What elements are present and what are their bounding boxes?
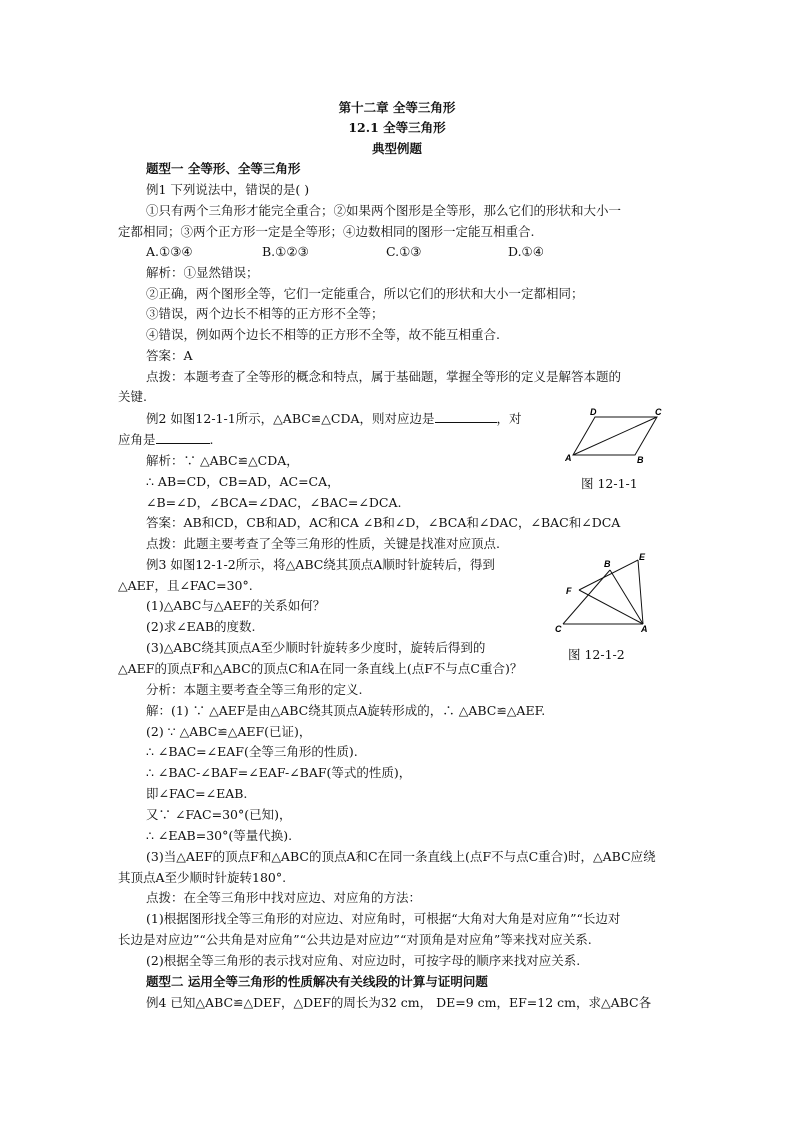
figure-12-1-2-caption: 图 12-1-2 <box>568 647 625 662</box>
figure-rotated-triangles <box>553 552 658 634</box>
ex3-analysis: 分析：本题主要考查全等三角形的定义. <box>146 682 363 697</box>
segment-fa <box>579 590 643 624</box>
vertex-b-label: B <box>604 559 611 569</box>
ex1-option-c: C.①③ <box>386 244 422 259</box>
ex3-solution-8-line2: 其顶点A至少顺时针旋转180°. <box>118 870 287 885</box>
ex3-solution-1: 解：(1) ∵ △AEF是由△ABC绕其顶点A旋转形成的，∴ △ABC≌△AEF. <box>146 703 546 718</box>
ex1-option-b: B.①②③ <box>262 244 309 259</box>
ex3-solution-5: 即∠FAC=∠EAB. <box>146 786 248 801</box>
ex3-tip-intro: 点拨：在全等三角形中找对应边、对应角的方法： <box>146 890 422 905</box>
vertex-b-label: B <box>637 455 644 465</box>
vertex-f-label: F <box>566 586 572 596</box>
diagonal-ac <box>573 417 657 455</box>
ex3-solution-3: ∴ ∠BAC=∠EAF(全等三角形的性质). <box>146 744 358 759</box>
vertex-e-label: E <box>639 552 646 562</box>
ex3-solution-2: (2) ∵ △ABC≌△AEF(已证)， <box>146 724 312 739</box>
type2-title: 题型二 运用全等三角形的性质解决有关线段的计算与证明问题 <box>146 974 488 989</box>
vertex-c-label: C <box>655 407 662 417</box>
ex3-part1: (1)△ABC与△AEF的关系如何？ <box>146 598 326 613</box>
ex3-question-line2: △AEF，且∠FAC=30°. <box>118 578 253 593</box>
ex1-option-d: D.①④ <box>508 244 544 259</box>
ex1-statement-line1: ①只有两个三角形才能完全重合；②如果两个图形是全等形，那么它们的形状和大小一 <box>146 203 622 218</box>
ex3-question-line1: 例3 如图12-1-2所示，将△ABC绕其顶点A顺时针旋转后，得到 <box>146 557 495 572</box>
ex4-question: 例4 已知△ABC≌△DEF，△DEF的周长为32 cm， DE=9 cm，EF=12 cm，求△ABC各 <box>146 995 652 1010</box>
type1-title: 题型一 全等形、全等三角形 <box>146 161 301 176</box>
ex1-option-a: A.①③④ <box>146 244 193 259</box>
ex2-question-text: 例2 如图12-1-1所示，△ABC≌△CDA，则对应边是 <box>146 411 435 426</box>
vertex-a-label: A <box>565 453 572 463</box>
section-title: 12.1 全等三角形 <box>348 120 446 135</box>
ex2-question-line1 <box>146 410 522 428</box>
segment-ea <box>638 560 643 624</box>
ex2-answer: 答案：AB和CD，CB和AD，AC和CA ∠B和∠D，∠BCA和∠DAC，∠BAC和∠DCA <box>146 515 621 530</box>
ex3-tip-2: (2)根据全等三角形的表示找对应角、对应边时，可按字母的顺序来找对应关系. <box>146 953 581 968</box>
ex1-tip-line1: 点拨：本题考查了全等形的概念和特点，属于基础题，掌握全等形的定义是解答本题的 <box>146 369 622 384</box>
ex1-analysis-2: ②正确，两个图形全等，它们一定能重合，所以它们的形状和大小一定都相同； <box>146 286 584 301</box>
ex3-solution-7: ∴ ∠EAB=30°(等量代换). <box>146 828 293 843</box>
ex3-solution-8-line1: (3)当△AEF的顶点F和△ABC的顶点A和C在同一条直线上(点F不与点C重合)时，△ABC应绕 <box>146 849 656 864</box>
ex3-solution-4: ∴ ∠BAC-∠BAF=∠EAF-∠BAF(等式的性质)， <box>146 765 412 780</box>
ex2-question-line2 <box>118 431 214 449</box>
ex1-analysis-1: 解析：①显然错误； <box>146 265 259 280</box>
vertex-c-label: C <box>555 624 562 634</box>
ex1-analysis-3: ③错误，两个边长不相等的正方形不全等； <box>146 306 384 321</box>
ex3-solution-6: 又∵ ∠FAC=30°(已知)， <box>146 807 292 822</box>
ex1-question: 例1 下列说法中，错误的是( ) <box>146 182 310 197</box>
figure-parallelogram <box>565 405 665 465</box>
ex2-question-end: . <box>209 432 214 447</box>
ex1-answer: 答案：A <box>146 348 193 363</box>
chapter-title: 第十二章 全等三角形 <box>338 100 456 115</box>
answer-blank-angles <box>156 431 210 444</box>
ex1-tip-line2: 关键. <box>118 389 147 404</box>
subtitle: 典型例题 <box>371 141 422 156</box>
vertex-a-label: A <box>641 624 648 634</box>
ex3-part3-line1: (3)△ABC绕其顶点A至少顺时针旋转多少度时，旋转后得到的 <box>146 640 486 655</box>
ex1-analysis-4: ④错误，例如两个边长不相等的正方形不全等，故不能互相重合. <box>146 327 500 342</box>
ex2-analysis-2: ∴ AB=CD，CB=AD，AC=CA， <box>146 474 340 489</box>
segment-ba <box>610 570 643 624</box>
ex2-tip: 点拨：此题主要考查了全等三角形的性质，关键是找准对应顶点. <box>146 536 500 551</box>
ex3-tip-1-line1: (1)根据图形找全等三角形的对应边、对应角时，可根据“大角对大角是对应角”“长边对 <box>146 911 621 926</box>
ex2-analysis-1: 解析：∵ △ABC≌△CDA， <box>146 453 299 468</box>
ex2-question-tail: ，对 <box>496 411 522 426</box>
ex3-tip-1-line2: 长边是对应边”“公共角是对应角”“公共边是对应边”“对顶角是对应角”等来找对应关系. <box>118 932 592 947</box>
figure-12-1-1-caption: 图 12-1-1 <box>581 476 638 491</box>
vertex-d-label: D <box>590 407 597 417</box>
ex2-analysis-3: ∠B=∠D，∠BCA=∠DAC，∠BAC=∠DCA. <box>146 495 402 510</box>
ex3-part3-line2: △AEF的顶点F和△ABC的顶点C和A在同一条直线上(点F不与点C重合)？ <box>118 661 523 676</box>
ex1-statement-line2: 定都相同；③两个正方形一定是全等形；④边数相同的图形一定能互相重合. <box>118 224 535 239</box>
ex2-question-angles: 应角是 <box>118 432 156 447</box>
ex3-part2: (2)求∠EAB的度数. <box>146 619 256 634</box>
answer-blank-sides <box>435 410 497 423</box>
